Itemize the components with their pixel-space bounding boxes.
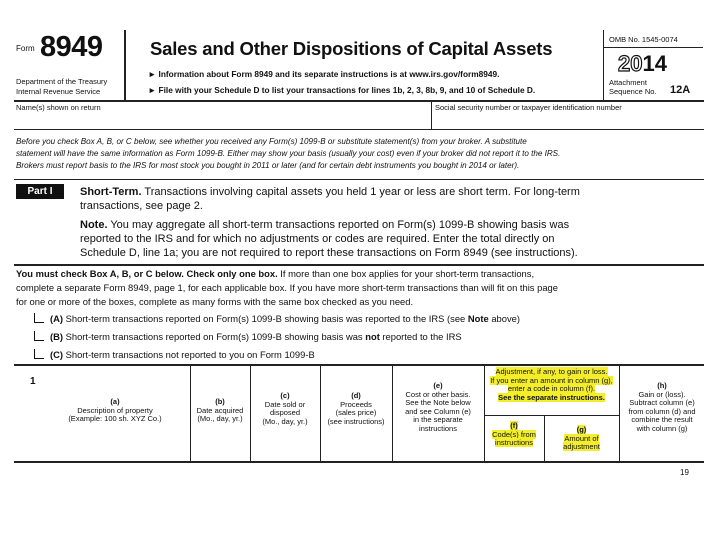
note-line-3: Schedule D, line 1a; you are not required to report these transactions on Form 8949 (see instructions).	[80, 247, 578, 259]
box-b-text	[50, 331, 462, 343]
box-b-letter: (B)	[50, 331, 64, 342]
box-a-desc: Short-term transactions reported on Form(s) 1099-B showing basis was reported to the IRS (see	[63, 313, 468, 324]
must-check-line-3: for one or more of the boxes, complete as many forms with the same box checked as you need.	[16, 296, 414, 307]
col-c-line-1: Date sold or	[264, 399, 306, 409]
col-c-line-2: disposed	[269, 408, 301, 418]
adjustment-line-3: enter a code in column (f).	[507, 384, 596, 394]
note-line-1: You may aggregate all short-term transactions reported on Form(s) 1099-B showing basis was	[107, 219, 570, 231]
part-title-line-2: transactions, see page 2.	[80, 200, 203, 212]
col-e-line-4: in the separate	[413, 415, 463, 425]
col-c-letter: (c)	[280, 391, 290, 400]
part-title-bold: Short-Term.	[80, 186, 142, 198]
intro-line-2: statement will have the same information as Form 1099-B. Either may show your basis (usually your cost) even if your broker did not report it to the IRS.	[16, 149, 561, 158]
must-check-rest: If more than one box applies for your short-term transactions,	[277, 268, 535, 279]
checkbox-b[interactable]	[34, 331, 44, 341]
name-field[interactable]	[14, 112, 430, 128]
tax-year-bold: 14	[642, 51, 667, 76]
page-number: 19	[680, 468, 689, 477]
col-h-line-4: combine the result	[631, 415, 693, 425]
col-f-letter: (f)	[510, 421, 518, 430]
box-b-end: reported to the IRS	[379, 331, 462, 342]
box-a-text	[50, 313, 520, 325]
col-g-line-1: Amount of	[564, 433, 599, 443]
intro-line-1: Before you check Box A, B, or C below, see whether you received any Form(s) 1099-B or substitute statement(s) from your broker. A substitute	[16, 137, 527, 146]
sequence-label: Sequence No.	[609, 87, 657, 96]
box-b-desc: Short-term transactions reported on Form(s) 1099-B showing basis was	[63, 331, 366, 342]
part-title-rest: Transactions involving capital assets you held 1 year or less are short term. For long-term	[141, 186, 580, 198]
box-b-not: not	[365, 331, 380, 342]
col-e-line-2: See the Note below	[405, 398, 471, 408]
omb-number: OMB No. 1545-0074	[609, 35, 678, 44]
must-check-line-1	[16, 268, 534, 280]
checkbox-c[interactable]	[34, 349, 44, 359]
info-line-2: ► File with your Schedule D to list your transactions for lines 1b, 2, 3, 8b, 9, and 10 of Schedule D.	[148, 85, 536, 95]
must-check-lead: You must check Box A, B, or C below. Check only one box.	[16, 268, 278, 279]
col-f-line-2: instructions	[495, 438, 533, 448]
col-b-line-1: Date acquired	[196, 405, 244, 415]
col-f-header	[484, 422, 544, 448]
col-e-line-5: instructions	[419, 423, 457, 433]
col-h-line-1: Gain or (loss).	[638, 389, 686, 399]
ssn-field[interactable]	[432, 112, 702, 128]
col-e-letter: (e)	[433, 381, 443, 390]
col-f-line-1: Code(s) from	[492, 429, 536, 439]
box-c-letter: (C)	[50, 349, 64, 360]
ssn-label: Social security number or taxpayer identification number	[435, 103, 622, 112]
form-number: 8949	[40, 31, 103, 63]
adjustment-line-2: If you enter an amount in column (g),	[490, 375, 613, 385]
box-a-end: above)	[488, 313, 521, 324]
col-d-letter: (d)	[351, 391, 361, 400]
part-badge: Part I	[16, 184, 64, 199]
department-line-1: Department of the Treasury	[16, 77, 108, 86]
adjustment-header	[484, 368, 619, 402]
col-g-line-2: adjustment	[563, 442, 600, 452]
sequence-number: 12A	[670, 84, 691, 96]
must-check-line-2: complete a separate Form 8949, page 1, for each applicable box. If you have more short-term transactions than will fit on this page	[16, 282, 558, 293]
intro-line-3: Brokers must report basis to the IRS for most stock you bought in 2011 or later (and for certain debt instruments you bought in 2014 or later).	[16, 161, 520, 170]
part-title	[80, 185, 580, 199]
col-g-header	[544, 426, 619, 452]
col-c-line-3: (Mo., day, yr.)	[262, 416, 308, 426]
part-note	[80, 218, 569, 232]
form-label: Form	[16, 44, 35, 53]
col-a-line-1: Description of property	[77, 405, 153, 415]
col-e-line-3: and see Column (e)	[405, 406, 471, 416]
col-d-line-2: (sales price)	[335, 408, 377, 418]
col-e-line-1: Cost or other basis.	[405, 389, 471, 399]
box-a-letter: (A)	[50, 313, 64, 324]
col-a-header	[40, 398, 190, 424]
info-line-1: ► Information about Form 8949 and its separate instructions is at www.irs.gov/form8949.	[148, 69, 500, 79]
col-b-header	[190, 398, 250, 424]
adjustment-line-4: See the separate instructions.	[498, 392, 605, 402]
col-h-line-3: from column (d) and	[628, 406, 696, 416]
col-e-header	[392, 382, 484, 434]
note-line-2: reported to the IRS and for which no adjustments or codes are required. Enter the total directly on	[80, 233, 555, 245]
col-h-header	[620, 382, 704, 434]
box-c-desc: Short-term transactions not reported to you on Form 1099-B	[63, 349, 315, 360]
box-c-text	[50, 349, 315, 361]
col-a-letter: (a)	[110, 397, 120, 406]
col-h-letter: (h)	[657, 381, 667, 390]
form-title: Sales and Other Dispositions of Capital Assets	[150, 38, 553, 59]
col-d-header	[320, 392, 392, 426]
col-d-line-3: (see instructions)	[327, 416, 385, 426]
checkbox-a[interactable]	[34, 313, 44, 323]
name-label: Name(s) shown on return	[16, 103, 101, 112]
department-line-2: Internal Revenue Service	[16, 87, 101, 96]
col-h-line-2: Subtract column (e)	[629, 398, 695, 408]
col-b-line-2: (Mo., day, yr.)	[197, 414, 243, 424]
attachment-label: Attachment	[609, 78, 647, 87]
line-number: 1	[30, 376, 36, 387]
col-b-letter: (b)	[215, 397, 225, 406]
col-a-line-2: (Example: 100 sh. XYZ Co.)	[68, 414, 162, 424]
adjustment-line-1: Adjustment, if any, to gain or loss.	[495, 367, 608, 376]
tax-year-outline: 20	[618, 51, 643, 76]
col-c-header	[250, 392, 320, 426]
tax-year	[618, 51, 667, 77]
box-a-note: Note	[467, 313, 489, 324]
col-h-line-5: with column (g)	[636, 423, 688, 433]
note-bold: Note.	[80, 219, 108, 231]
col-d-line-1: Proceeds	[340, 399, 372, 409]
col-g-letter: (g)	[576, 425, 587, 434]
